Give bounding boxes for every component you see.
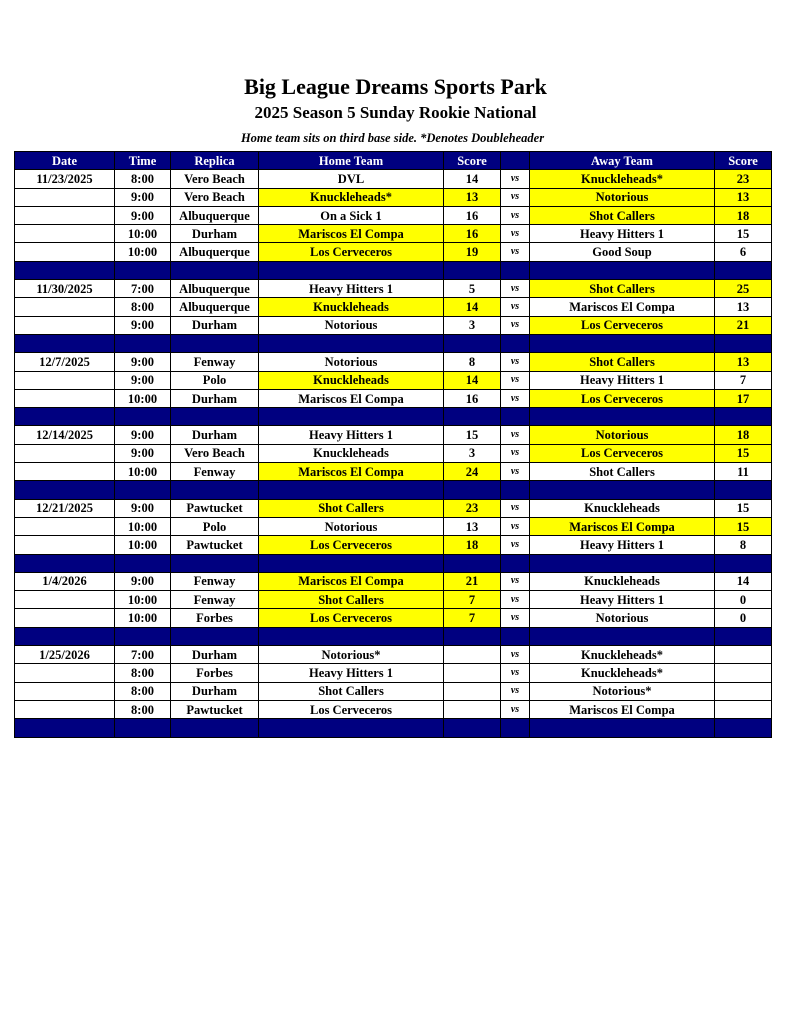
separator-cell [530,481,715,499]
separator-cell [15,408,115,426]
away-score-cell: 0 [715,609,772,627]
table-row [15,170,772,188]
home-score-cell: 14 [444,298,501,316]
separator-cell [15,481,115,499]
separator-cell [501,408,530,426]
separator-cell [15,627,115,645]
separator-cell [715,334,772,352]
separator-cell [444,719,501,737]
separator-cell [501,334,530,352]
vs-cell: vs [501,517,530,535]
home-score-cell: 18 [444,536,501,554]
table-row [15,206,772,224]
time-cell: 10:00 [115,225,171,243]
away-score-cell [715,682,772,700]
table-row [15,517,772,535]
away-score-cell [715,700,772,718]
home-team-cell: Knuckleheads* [259,188,444,206]
vs-cell: vs [501,371,530,389]
separator-cell [444,554,501,572]
table-row [15,646,772,664]
date-cell [15,206,115,224]
separator-cell [115,481,171,499]
replica-cell: Polo [171,517,259,535]
home-team-cell: Notorious* [259,646,444,664]
vs-cell: vs [501,188,530,206]
away-score-cell: 6 [715,243,772,261]
separator-cell [171,408,259,426]
away-team-cell: Notorious [530,188,715,206]
home-team-cell: Heavy Hitters 1 [259,664,444,682]
date-cell [15,316,115,334]
away-team-cell: Heavy Hitters 1 [530,591,715,609]
page-title: Big League Dreams Sports Park [244,74,547,99]
date-cell [15,298,115,316]
date-cell [15,243,115,261]
away-team-cell: Shot Callers [530,463,715,481]
separator-cell [444,627,501,645]
column-header-vs [501,152,530,170]
replica-cell: Pawtucket [171,499,259,517]
replica-cell: Albuquerque [171,280,259,298]
home-team-cell: Los Cerveceros [259,536,444,554]
replica-cell: Durham [171,316,259,334]
away-team-cell: Los Cerveceros [530,389,715,407]
time-cell: 10:00 [115,517,171,535]
home-team-cell: Mariscos El Compa [259,572,444,590]
home-score-cell: 24 [444,463,501,481]
table-row [15,298,772,316]
away-score-cell [715,664,772,682]
separator-cell [259,719,444,737]
home-score-cell: 13 [444,188,501,206]
away-team-cell: Los Cerveceros [530,316,715,334]
time-cell: 10:00 [115,463,171,481]
away-team-cell: Knuckleheads* [530,646,715,664]
home-team-cell: Heavy Hitters 1 [259,280,444,298]
away-score-cell: 17 [715,389,772,407]
separator-cell [501,719,530,737]
away-team-cell: Mariscos El Compa [530,298,715,316]
week-separator-row [15,481,772,499]
time-cell: 10:00 [115,609,171,627]
away-team-cell: Mariscos El Compa [530,700,715,718]
page-subtitle: 2025 Season 5 Sunday Rookie National [254,103,537,122]
away-team-cell: Heavy Hitters 1 [530,371,715,389]
date-cell: 12/21/2025 [15,499,115,517]
home-score-cell: 16 [444,206,501,224]
separator-cell [171,481,259,499]
time-cell: 9:00 [115,353,171,371]
time-cell: 8:00 [115,700,171,718]
home-team-cell: Notorious [259,316,444,334]
away-team-cell: Shot Callers [530,280,715,298]
home-score-cell: 8 [444,353,501,371]
week-separator-row [15,719,772,737]
table-row [15,609,772,627]
separator-cell [715,408,772,426]
time-cell: 10:00 [115,389,171,407]
away-score-cell [715,646,772,664]
separator-cell [715,481,772,499]
home-score-cell: 7 [444,609,501,627]
vs-cell: vs [501,426,530,444]
date-cell: 1/25/2026 [15,646,115,664]
separator-cell [259,408,444,426]
away-team-cell: Heavy Hitters 1 [530,536,715,554]
home-score-cell: 16 [444,225,501,243]
home-score-cell: 16 [444,389,501,407]
vs-cell: vs [501,298,530,316]
away-score-cell: 7 [715,371,772,389]
home-score-cell: 15 [444,426,501,444]
table-row [15,280,772,298]
table-row [15,444,772,462]
date-cell [15,536,115,554]
away-score-cell: 13 [715,353,772,371]
time-cell: 10:00 [115,591,171,609]
separator-cell [171,719,259,737]
home-team-cell: Notorious [259,353,444,371]
table-row [15,389,772,407]
home-team-cell: Knuckleheads [259,444,444,462]
separator-cell [15,334,115,352]
time-cell: 9:00 [115,444,171,462]
column-header-home-team: Home Team [259,152,444,170]
time-cell: 7:00 [115,280,171,298]
home-team-cell: Mariscos El Compa [259,389,444,407]
home-team-cell: Mariscos El Compa [259,225,444,243]
table-row [15,572,772,590]
away-team-cell: Knuckleheads [530,572,715,590]
vs-cell: vs [501,389,530,407]
time-cell: 10:00 [115,536,171,554]
vs-cell: vs [501,316,530,334]
time-cell: 9:00 [115,188,171,206]
vs-cell: vs [501,499,530,517]
vs-cell: vs [501,682,530,700]
schedule-body [15,170,772,737]
time-cell: 9:00 [115,206,171,224]
vs-cell: vs [501,463,530,481]
away-score-cell: 18 [715,426,772,444]
home-team-cell: Los Cerveceros [259,700,444,718]
time-cell: 7:00 [115,646,171,664]
week-separator-row [15,261,772,279]
separator-cell [444,334,501,352]
separator-cell [530,408,715,426]
home-score-cell: 13 [444,517,501,535]
replica-cell: Fenway [171,353,259,371]
separator-cell [715,719,772,737]
away-score-cell: 18 [715,206,772,224]
date-cell [15,371,115,389]
separator-cell [530,554,715,572]
away-score-cell: 13 [715,188,772,206]
home-score-cell [444,682,501,700]
separator-cell [115,261,171,279]
week-separator-row [15,334,772,352]
vs-cell: vs [501,591,530,609]
home-team-cell: Shot Callers [259,591,444,609]
table-row [15,664,772,682]
separator-cell [115,554,171,572]
replica-cell: Fenway [171,591,259,609]
vs-cell: vs [501,646,530,664]
away-team-cell: Notorious [530,609,715,627]
home-score-cell [444,664,501,682]
separator-cell [115,408,171,426]
table-row [15,225,772,243]
separator-cell [171,627,259,645]
date-cell [15,463,115,481]
replica-cell: Durham [171,389,259,407]
time-cell: 9:00 [115,499,171,517]
replica-cell: Vero Beach [171,188,259,206]
away-score-cell: 15 [715,444,772,462]
separator-cell [715,554,772,572]
date-cell [15,225,115,243]
away-team-cell: Shot Callers [530,353,715,371]
column-header-date: Date [15,152,115,170]
column-header-away-team: Away Team [530,152,715,170]
home-score-cell [444,646,501,664]
separator-cell [501,554,530,572]
home-team-cell: Knuckleheads [259,371,444,389]
home-team-cell: Los Cerveceros [259,243,444,261]
vs-cell: vs [501,225,530,243]
home-team-cell: On a Sick 1 [259,206,444,224]
table-row [15,536,772,554]
schedule-table [14,151,772,738]
table-row [15,463,772,481]
date-cell [15,444,115,462]
date-cell: 1/4/2026 [15,572,115,590]
away-score-cell: 8 [715,536,772,554]
column-header-home-score: Score [444,152,501,170]
separator-cell [530,334,715,352]
separator-cell [15,719,115,737]
date-cell [15,664,115,682]
separator-cell [501,261,530,279]
replica-cell: Polo [171,371,259,389]
away-score-cell: 23 [715,170,772,188]
away-team-cell: Heavy Hitters 1 [530,225,715,243]
home-team-cell: Shot Callers [259,682,444,700]
away-team-cell: Mariscos El Compa [530,517,715,535]
replica-cell: Albuquerque [171,243,259,261]
replica-cell: Forbes [171,609,259,627]
home-score-cell: 21 [444,572,501,590]
separator-cell [259,261,444,279]
separator-cell [501,627,530,645]
away-score-cell: 15 [715,499,772,517]
date-cell: 11/30/2025 [15,280,115,298]
replica-cell: Fenway [171,572,259,590]
separator-cell [444,408,501,426]
separator-cell [259,334,444,352]
separator-cell [259,627,444,645]
home-score-cell: 3 [444,444,501,462]
home-score-cell: 19 [444,243,501,261]
vs-cell: vs [501,206,530,224]
away-team-cell: Knuckleheads [530,499,715,517]
time-cell: 8:00 [115,664,171,682]
separator-cell [15,554,115,572]
away-score-cell: 13 [715,298,772,316]
away-team-cell: Notorious [530,426,715,444]
home-score-cell [444,700,501,718]
away-team-cell: Los Cerveceros [530,444,715,462]
time-cell: 9:00 [115,572,171,590]
home-team-cell: Shot Callers [259,499,444,517]
separator-cell [171,261,259,279]
schedule-note: Home team sits on third base side. *Denotes Doubleheader [240,131,545,145]
table-row [15,316,772,334]
separator-cell [115,627,171,645]
home-score-cell: 7 [444,591,501,609]
time-cell: 8:00 [115,298,171,316]
replica-cell: Vero Beach [171,170,259,188]
time-cell: 10:00 [115,243,171,261]
home-score-cell: 3 [444,316,501,334]
replica-cell: Durham [171,682,259,700]
away-score-cell: 21 [715,316,772,334]
vs-cell: vs [501,353,530,371]
separator-cell [715,627,772,645]
table-row [15,700,772,718]
separator-cell [715,261,772,279]
date-cell [15,389,115,407]
vs-cell: vs [501,572,530,590]
vs-cell: vs [501,664,530,682]
date-cell: 12/14/2025 [15,426,115,444]
vs-cell: vs [501,280,530,298]
replica-cell: Albuquerque [171,206,259,224]
replica-cell: Fenway [171,463,259,481]
replica-cell: Durham [171,225,259,243]
table-row [15,499,772,517]
home-team-cell: Mariscos El Compa [259,463,444,481]
vs-cell: vs [501,170,530,188]
column-header-time: Time [115,152,171,170]
date-cell: 11/23/2025 [15,170,115,188]
date-cell: 12/7/2025 [15,353,115,371]
date-cell [15,517,115,535]
time-cell: 8:00 [115,170,171,188]
separator-cell [171,334,259,352]
vs-cell: vs [501,609,530,627]
away-score-cell: 15 [715,517,772,535]
away-score-cell: 25 [715,280,772,298]
home-team-cell: Knuckleheads [259,298,444,316]
replica-cell: Pawtucket [171,536,259,554]
replica-cell: Durham [171,426,259,444]
table-header-row [15,152,772,170]
away-team-cell: Good Soup [530,243,715,261]
separator-cell [530,719,715,737]
time-cell: 9:00 [115,316,171,334]
away-team-cell: Knuckleheads* [530,170,715,188]
time-cell: 8:00 [115,682,171,700]
date-cell [15,609,115,627]
table-row [15,591,772,609]
away-score-cell: 14 [715,572,772,590]
separator-cell [15,261,115,279]
away-score-cell: 15 [715,225,772,243]
table-row [15,426,772,444]
separator-cell [444,261,501,279]
home-score-cell: 23 [444,499,501,517]
separator-cell [259,481,444,499]
table-row [15,188,772,206]
separator-cell [115,334,171,352]
separator-cell [530,627,715,645]
replica-cell: Vero Beach [171,444,259,462]
away-team-cell: Notorious* [530,682,715,700]
away-team-cell: Shot Callers [530,206,715,224]
home-team-cell: Heavy Hitters 1 [259,426,444,444]
replica-cell: Durham [171,646,259,664]
home-team-cell: Notorious [259,517,444,535]
separator-cell [530,261,715,279]
table-row [15,353,772,371]
replica-cell: Forbes [171,664,259,682]
column-header-away-score: Score [715,152,772,170]
home-score-cell: 5 [444,280,501,298]
home-team-cell: Los Cerveceros [259,609,444,627]
date-cell [15,188,115,206]
time-cell: 9:00 [115,371,171,389]
away-team-cell: Knuckleheads* [530,664,715,682]
separator-cell [501,481,530,499]
table-row [15,371,772,389]
date-cell [15,682,115,700]
home-team-cell: DVL [259,170,444,188]
week-separator-row [15,408,772,426]
date-cell [15,700,115,718]
replica-cell: Pawtucket [171,700,259,718]
home-score-cell: 14 [444,371,501,389]
separator-cell [171,554,259,572]
table-row [15,243,772,261]
vs-cell: vs [501,444,530,462]
vs-cell: vs [501,536,530,554]
date-cell [15,591,115,609]
separator-cell [259,554,444,572]
vs-cell: vs [501,243,530,261]
table-row [15,682,772,700]
separator-cell [444,481,501,499]
away-score-cell: 11 [715,463,772,481]
week-separator-row [15,627,772,645]
away-score-cell: 0 [715,591,772,609]
week-separator-row [15,554,772,572]
time-cell: 9:00 [115,426,171,444]
vs-cell: vs [501,700,530,718]
column-header-replica: Replica [171,152,259,170]
home-score-cell: 14 [444,170,501,188]
replica-cell: Albuquerque [171,298,259,316]
separator-cell [115,719,171,737]
